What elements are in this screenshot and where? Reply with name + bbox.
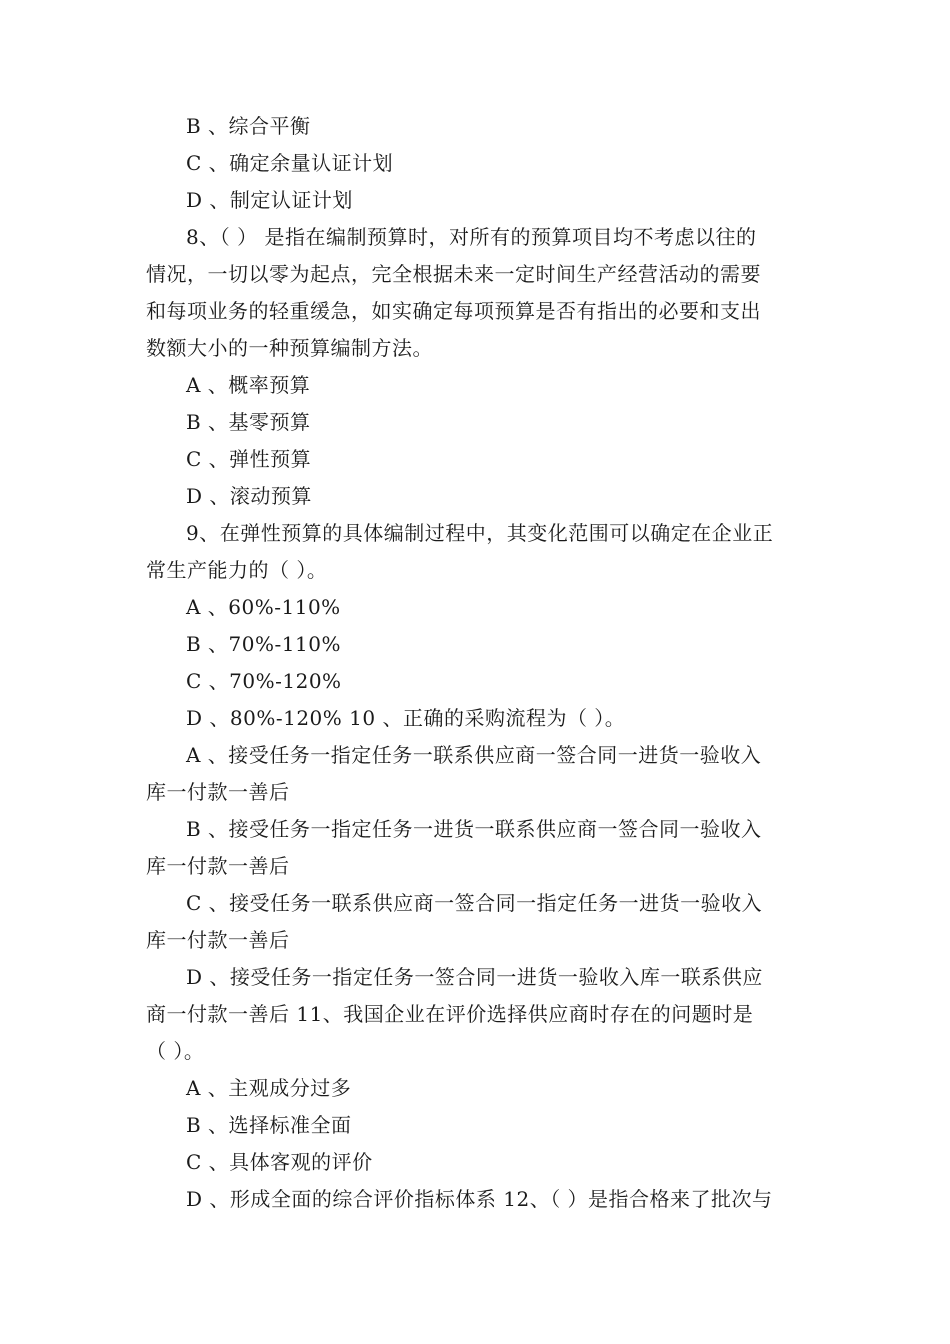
option-a-q10-line-2: 库一付款一善后 (146, 780, 290, 804)
question-8-line-4: 数额大小的一种预算编制方法。 (146, 336, 433, 360)
option-b-q7: B 、综合平衡 (186, 114, 311, 138)
option-b-q10-line-2: 库一付款一善后 (146, 854, 290, 878)
option-a-q10-line-1: A 、接受任务一指定任务一联系供应商一签合同一进货一验收入 (186, 743, 762, 767)
option-a-q9: A 、60%-110% (186, 595, 341, 619)
option-b-q8: B 、基零预算 (186, 410, 311, 434)
option-d-q9-question-10: D 、80%-120% 10 、正确的采购流程为（ ）。 (186, 706, 626, 730)
option-d-q10-question-11: 商一付款一善后 11、我国企业在评价选择供应商时存在的问题时是 (146, 1002, 754, 1026)
question-8-line-2: 情况，一切以零为起点，完全根据未来一定时间生产经营活动的需要 (146, 262, 761, 286)
option-c-q11: C 、具体客观的评价 (186, 1150, 373, 1174)
option-d-q11-question-12: D 、形成全面的综合评价指标体系 12、（ ）是指合格来了批次与 (186, 1187, 773, 1211)
option-d-q7: D 、制定认证计划 (186, 188, 353, 212)
question-8-line-3: 和每项业务的轻重缓急，如实确定每项预算是否有指出的必要和支出 (146, 299, 761, 323)
option-c-q8: C 、弹性预算 (186, 447, 312, 471)
question-9-line-2: 常生产能力的（ ）。 (146, 558, 328, 582)
option-c-q10-line-2: 库一付款一善后 (146, 928, 290, 952)
option-c-q9: C 、70%-120% (186, 669, 342, 693)
option-b-q11: B 、选择标准全面 (186, 1113, 352, 1137)
question-11-line-2: （ ）。 (146, 1039, 205, 1063)
question-8-line-1: 8、（ ） 是指在编制预算时，对所有的预算项目均不考虑以往的 (186, 225, 757, 249)
option-b-q10-line-1: B 、接受任务一指定任务一进货一联系供应商一签合同一验收入 (186, 817, 762, 841)
option-a-q8: A 、概率预算 (186, 373, 311, 397)
option-d-q10-line-1: D 、接受任务一指定任务一签合同一进货一验收入库一联系供应 (186, 965, 763, 989)
option-b-q9: B 、70%-110% (186, 632, 341, 656)
option-c-q10-line-1: C 、接受任务一联系供应商一签合同一指定任务一进货一验收入 (186, 891, 763, 915)
option-a-q11: A 、主观成分过多 (186, 1076, 352, 1100)
option-c-q7: C 、确定余量认证计划 (186, 151, 394, 175)
option-d-q8: D 、滚动预算 (186, 484, 312, 508)
question-9-line-1: 9、在弹性预算的具体编制过程中，其变化范围可以确定在企业正 (186, 521, 774, 545)
